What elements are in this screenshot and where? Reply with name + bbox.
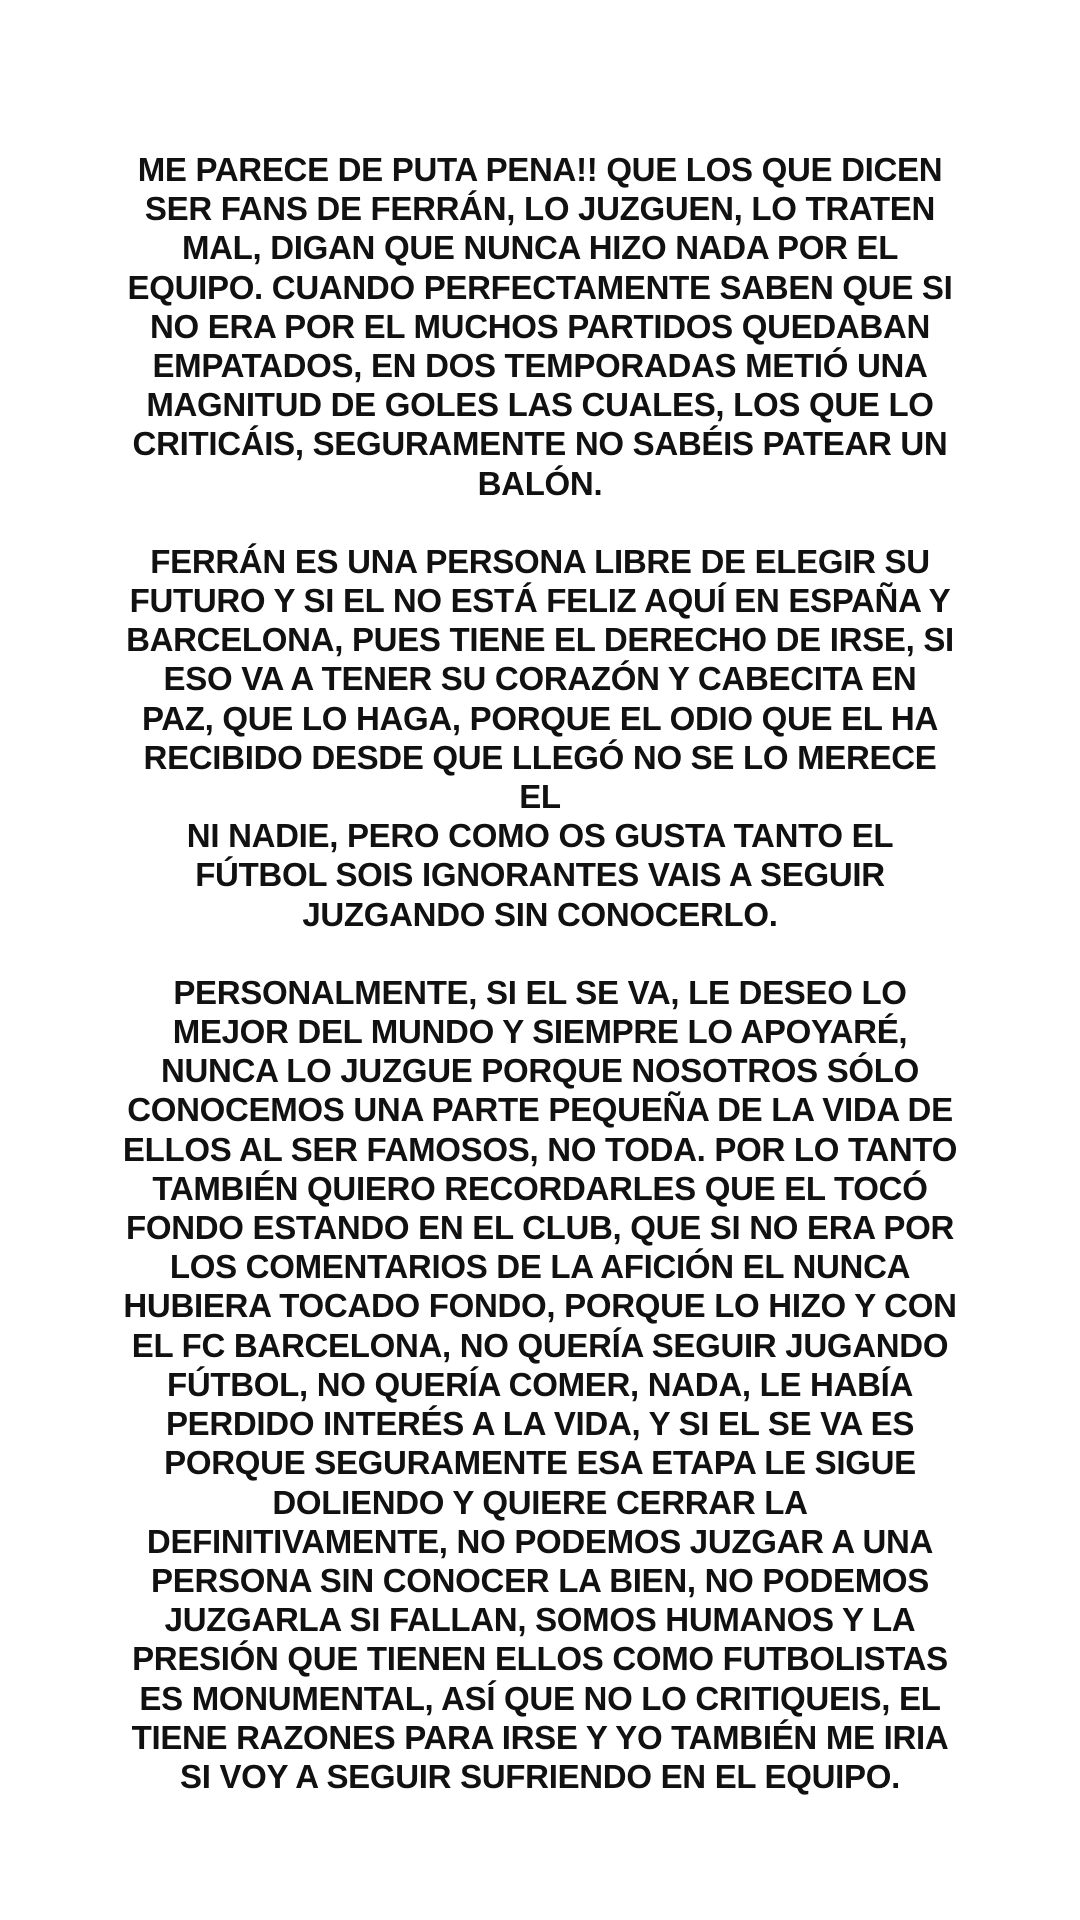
story-paragraph-1: ME PARECE DE PUTA PENA!! QUE LOS QUE DICEN SER FANS DE FERRÁN, LO JUZGUEN, LO TRATEN MAL, DIGAN QUE NUNCA HIZO NADA POR EL EQUIPO. CUANDO PERFECTAMENTE SABEN QUE SI NO ERA POR EL MUCHOS PARTIDOS QUEDABAN EMPATADOS, EN DOS TEMPORADAS METIÓ UNA MAGNITUD DE GOLES LAS CUALES, LOS QUE LO CRITICÁIS, SEGURAMENTE NO SABÉIS PATEAR UN BALÓN.: [127, 151, 953, 502]
story-paragraph-2: FERRÁN ES UNA PERSONA LIBRE DE ELEGIR SU FUTURO Y SI EL NO ESTÁ FELIZ AQUÍ EN ESPAÑA Y BARCELONA, PUES TIENE EL DERECHO DE IRSE, SI ESO VA A TENER SU CORAZÓN Y CABECITA EN PAZ, QUE LO HAGA, PORQUE EL ODIO QUE EL HA RECIBIDO DESDE QUE LLEGÓ NO SE LO MERECE EL NI NADIE, PERO COMO OS GUSTA TANTO EL FÚTBOL SOIS IGNORANTES VAIS A SEGUIR JUZGANDO SIN CONOCERLO.: [126, 542, 954, 933]
story-text-block: [120, 150, 960, 1796]
story-paragraph-3: PERSONALMENTE, SI EL SE VA, LE DESEO LO MEJOR DEL MUNDO Y SIEMPRE LO APOYARÉ, NUNCA LO JUZGUE PORQUE NOSOTROS SÓLO CONOCEMOS UNA PARTE PEQUEÑA DE LA VIDA DE ELLOS AL SER FAMOSOS, NO TODA. POR LO TANTO TAMBIÉN QUIERO RECORDARLES QUE EL TOCÓ FONDO ESTANDO EN EL CLUB, QUE SI NO ERA POR LOS COMENTARIOS DE LA AFICIÓN EL NUNCA HUBIERA TOCADO FONDO, PORQUE LO HIZO Y CON EL FC BARCELONA, NO QUERÍA SEGUIR JUGANDO FÚTBOL, NO QUERÍA COMER, NADA, LE HABÍA PERDIDO INTERÉS A LA VIDA, Y SI EL SE VA ES PORQUE SEGURAMENTE ESA ETAPA LE SIGUE DOLIENDO Y QUIERE CERRAR LA DEFINITIVAMENTE, NO PODEMOS JUZGAR A UNA PERSONA SIN CONOCER LA BIEN, NO PODEMOS JUZGARLA SI FALLAN, SOMOS HUMANOS Y LA PRESIÓN QUE TIENEN ELLOS COMO FUTBOLISTAS ES MONUMENTAL, ASÍ QUE NO LO CRITIQUEIS, EL TIENE RAZONES PARA IRSE Y YO TAMBIÉN ME IRIA SI VOY A SEGUIR SUFRIENDO EN EL EQUIPO.: [122, 973, 958, 1795]
